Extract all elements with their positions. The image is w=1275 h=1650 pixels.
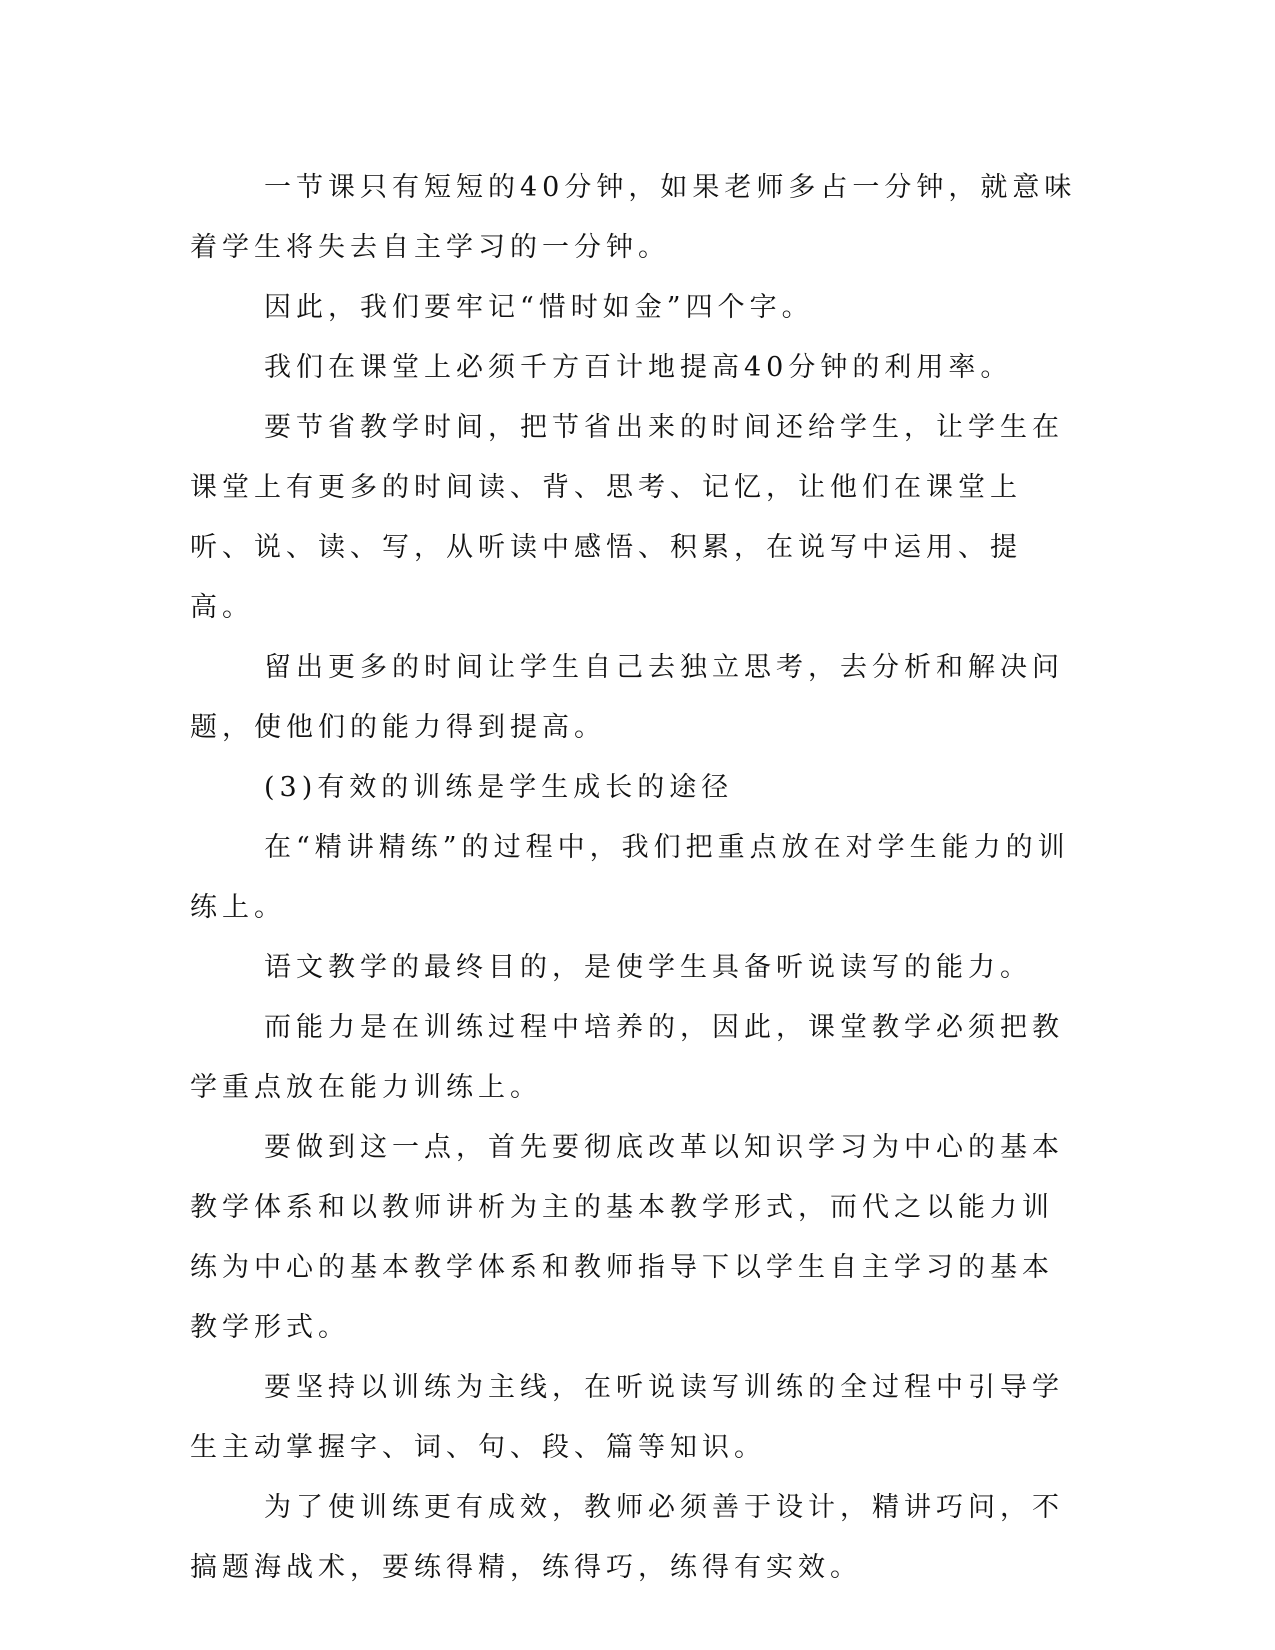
paragraph-7: 在“精讲精练”的过程中，我们把重点放在对学生能力的训练上。 [190,832,1070,923]
paragraph-1: 一节课只有短短的40分钟，如果老师多占一分钟，就意味着学生将失去自主学习的一分钟。 [190,172,1077,263]
paragraph-2: 因此，我们要牢记“惜时如金”四个字。 [264,292,814,323]
paragraph-5: 留出更多的时间让学生自己去独立思考，去分析和解决问题，使他们的能力得到提高。 [190,652,1064,743]
paragraph-12: 为了使训练更有成效，教师必须善于设计，精讲巧问，不搞题海战术，要练得精，练得巧，练得有实效。 [190,1492,1064,1583]
paragraph-9: 而能力是在训练过程中培养的，因此，课堂教学必须把教学重点放在能力训练上。 [190,1012,1064,1103]
paragraph-4: 要节省教学时间，把节省出来的时间还给学生，让学生在课堂上有更多的时间读、背、思考、记忆，让他们在课堂上听、说、读、写，从听读中感悟、积累，在说写中运用、提高。 [190,412,1064,623]
paragraph-10: 要做到这一点，首先要彻底改革以知识学习为中心的基本教学体系和以教师讲析为主的基本教学形式，而代之以能力训练为中心的基本教学体系和教师指导下以学生自主学习的基本教学形式。 [190,1132,1064,1343]
paragraph-8: 语文教学的最终目的，是使学生具备听说读写的能力。 [264,952,1032,983]
document-body [190,158,1080,1598]
paragraph-11: 要坚持以训练为主线，在听说读写训练的全过程中引导学生主动掌握字、词、句、段、篇等知识。 [190,1372,1064,1463]
paragraph-3: 我们在课堂上必须千方百计地提高40分钟的利用率。 [264,352,1013,383]
section-heading-3: (3)有效的训练是学生成长的途径 [264,772,734,803]
